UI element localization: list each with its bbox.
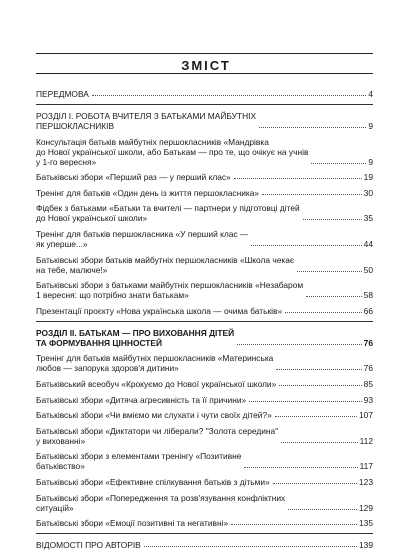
toc-entry-title: РОЗДІЛ ІІ. БАТЬКАМ — ПРО ВИХОВАННЯ ДІТЕЙ ТА ФОРМУВАННЯ ЦІННОСТЕЙ: [36, 327, 235, 348]
toc-entry: [36, 306, 373, 322]
toc-entry-title: Батьківські збори «Попередження та розв'язування конфліктних ситуацій»: [36, 492, 286, 513]
dot-leader: [259, 127, 366, 128]
toc-entry-page: 135: [359, 518, 373, 529]
dot-leader: [144, 546, 357, 547]
toc-entry-page: 117: [359, 461, 373, 472]
toc-entry: [36, 203, 373, 223]
toc-entry-page: 76: [363, 337, 373, 348]
toc-entry: [36, 518, 373, 534]
dot-leader: [273, 483, 357, 484]
dot-leader: [297, 271, 361, 272]
dot-leader: [311, 163, 366, 164]
toc-entry-page: 50: [363, 264, 373, 275]
toc-entry-title: Батьківські збори з батьками майбутніх першокласників «Незабаром 1 вересня: що потрібно знати батькам»: [36, 280, 304, 301]
toc-entry: [36, 493, 373, 513]
toc-entry: [36, 255, 373, 275]
toc-entry-page: 129: [359, 502, 373, 513]
toc-entry-title: ВІДОМОСТІ ПРО АВТОРІВ: [36, 540, 141, 551]
toc-entry: [36, 172, 373, 182]
toc-entry-page: 58: [363, 290, 373, 301]
toc-entry: [36, 395, 373, 405]
toc-entry-page: 19: [363, 172, 373, 183]
toc-entry: [36, 379, 373, 389]
dot-leader: [285, 312, 362, 313]
toc-entry: [36, 426, 373, 446]
dot-leader: [237, 344, 362, 345]
toc-entry-title: РОЗДІЛ І. РОБОТА ВЧИТЕЛЯ З БАТЬКАМИ МАЙБУТНІХ ПЕРШОКЛАСНИКІВ: [36, 111, 257, 131]
toc-entry-title: Батьківські збори батьків майбутніх першокласників «Школа чекає на тебе, малюче!»: [36, 254, 295, 275]
toc-entry-page: 66: [363, 305, 373, 316]
toc-entry-title: Батьківські збори з елементами тренінгу «Позитивне батьківство»: [36, 451, 242, 472]
dot-leader: [279, 385, 361, 386]
toc-entry: [36, 328, 373, 348]
dot-leader: [234, 178, 362, 179]
header-rule-top: [36, 53, 373, 54]
toc-entry: [36, 540, 373, 550]
toc-entry-title: ПЕРЕДМОВА: [36, 89, 89, 99]
toc-entry-page: 76: [363, 363, 373, 374]
toc-entry-page: 35: [363, 213, 373, 224]
toc-entry: [36, 451, 373, 471]
toc-entry: [36, 229, 373, 249]
toc-entry-title: Тренінг для батьків першокласника «У перший клас — як уперше...»: [36, 228, 249, 249]
toc-entry-title: Батьківські збори «Дитяча агресивність та її причини»: [36, 394, 247, 405]
dot-leader: [281, 442, 357, 443]
toc-entry-title: Консультація батьків майбутніх першокласників «Мандрівка до Нової української школи, або Батькам — про те, що очікує на учнів у 1-го вересня»: [36, 136, 309, 167]
toc-entry: [36, 410, 373, 420]
toc-entry-title: Батьківський всеобуч «Крокуємо до Нової української школи»: [36, 378, 277, 389]
toc-entry: [36, 188, 373, 198]
toc-entry-title: Презентації проєкту «Нова українська школа — очима батьків»: [36, 305, 283, 316]
dot-leader: [251, 245, 361, 246]
dot-leader: [306, 296, 362, 297]
header-rule-bottom: [36, 73, 373, 74]
toc-entry-title: Батьківські збори «Диктатори чи ліберали? "Золота середина" у вихованні»: [36, 425, 279, 446]
table-of-contents: [36, 89, 373, 556]
dot-leader: [303, 219, 362, 220]
dot-leader: [262, 194, 362, 195]
dot-leader: [92, 95, 366, 96]
toc-entry-page: 123: [359, 476, 373, 487]
dot-leader: [288, 509, 357, 510]
dot-leader: [249, 401, 362, 402]
toc-entry-page: 85: [363, 378, 373, 389]
toc-entry: [36, 137, 373, 167]
toc-entry: [36, 111, 373, 131]
toc-entry-page: 112: [359, 435, 373, 446]
dot-leader: [276, 369, 361, 370]
page-title: ЗМІСТ: [181, 58, 231, 73]
toc-entry-page: 30: [363, 187, 373, 198]
toc-entry-title: Батьківські збори «Емоції позитивні та негативні»: [36, 518, 229, 529]
dot-leader: [244, 467, 357, 468]
toc-entry-title: Батьківські збори «Перший раз — у перший клас»: [36, 172, 231, 183]
dot-leader: [231, 524, 357, 525]
dot-leader: [275, 416, 357, 417]
toc-entry: [36, 353, 373, 373]
toc-entry-title: Батьківські збори «Ефективне спілкування батьків з дітьми»: [36, 476, 270, 487]
toc-entry-title: Батьківські збори «Чи вміємо ми слухати і чути своїх дітей?»: [36, 410, 272, 421]
toc-entry-title: Фідбек з батьками «Батьки та вчителі — партнери у підготовці дітей до Нової української школи»: [36, 203, 300, 224]
toc-entry-page: 107: [359, 410, 373, 421]
toc-entry: [36, 477, 373, 487]
toc-entry-page: 44: [363, 238, 373, 249]
toc-entry-page: 9: [368, 156, 373, 167]
toc-entry-page: 9: [368, 121, 373, 131]
toc-entry-title: Тренінг для батьків «Один день із життя першокласника»: [36, 187, 260, 198]
toc-entry-page: 139: [359, 540, 373, 551]
toc-entry-title: Тренінг для батьків майбутніх першокласників «Материнська любов — запорука здоров'я дитини»: [36, 353, 274, 374]
toc-entry: [36, 89, 373, 105]
toc-entry-page: 4: [368, 89, 373, 99]
toc-entry: [36, 280, 373, 300]
toc-entry-page: 93: [363, 394, 373, 405]
